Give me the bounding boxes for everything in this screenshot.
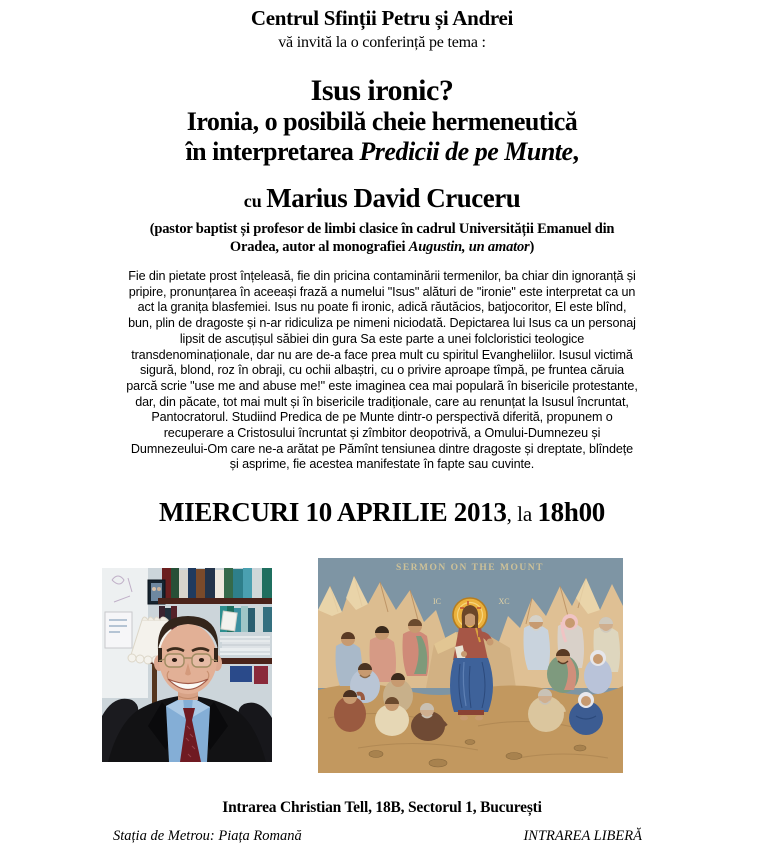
free-entry: INTRAREA LIBERĂ xyxy=(523,828,642,845)
bio-line1: (pastor baptist și profesor de limbi clasice în cadrul Universității Emanuel din xyxy=(149,221,615,237)
speaker-line xyxy=(0,183,764,218)
icon-ic-inscription: IC xyxy=(432,597,441,607)
desc-line: Dumnezeului-Om care ne-a arătat pe Pămînt tensiunea dintre dragoste și dreptate, blîndețe xyxy=(130,441,634,456)
desc-line: dar, din păcate, tot mai mult și în bisericile tradiționale, care au renunțat la Isusul încruntat, xyxy=(135,394,629,409)
desc-line: Pantocratorul. Studiind Predica de pe Munte dintr-o perspectivă diferită, propunem o xyxy=(151,410,613,425)
invite-line: vă invită la o conferință pe tema : xyxy=(278,34,486,51)
title-block xyxy=(0,74,764,167)
title-line3 xyxy=(0,137,764,167)
desc-line: sigură, blond, roz în obraji, cu ochii albaștri, cu o privire aproape tîmpă, pe fruntea căruia xyxy=(139,363,625,378)
title-line3-italic: Predicii de pe Munte xyxy=(359,137,573,166)
title-line3-pre: în interpretarea xyxy=(185,137,360,166)
organization-name: Centrul Sfinții Petru și Andrei xyxy=(250,6,514,30)
bio-line2-pre: Oradea, autor al monografiei xyxy=(229,239,409,255)
bio-line2-italic: Augustin, un amator xyxy=(408,239,530,255)
sermon-on-the-mount-icon xyxy=(318,558,623,773)
metro-station: Stația de Metrou: Piața Romană xyxy=(113,828,302,845)
speaker-photo xyxy=(102,568,272,762)
event-date: MIERCURI 10 APRILIE 2013 xyxy=(158,497,507,528)
desc-line: transdenominaționale, dar nu are de-a face prea mult cu spiritul Evangheliilor. Isusul victimă xyxy=(131,347,633,362)
venue-address: Intrarea Christian Tell, 18B, Sectorul 1, București xyxy=(222,799,542,817)
event-date-line xyxy=(0,496,764,533)
speaker-bio xyxy=(0,220,764,256)
desc-line: pripire, pronunțarea în aceeași frază a numelui "Isus" alături de "ironie" este interpretat ca un xyxy=(128,284,636,299)
title-line1: Isus ironic? xyxy=(310,74,454,107)
title-line2: Ironia, o posibilă cheie hermeneutică xyxy=(186,107,578,136)
desc-line: parcă scrie "use me and abuse me!" este imaginea cea mai populară în bisericile protestante, xyxy=(126,378,638,393)
images-row xyxy=(0,558,764,773)
jesus-figure xyxy=(450,598,494,720)
icon-title-text: SERMON ON THE MOUNT xyxy=(395,563,544,574)
icon-xc-inscription: XC xyxy=(497,597,510,607)
event-date-separator: , la xyxy=(506,502,538,527)
title-line3-post: , xyxy=(572,137,579,166)
desc-line: recuperare a Cristosului încruntat și zîmbitor deopotrivă, a Omului-Dumnezeu și xyxy=(163,426,601,441)
desc-line: act la granița blasfemiei. Isus nu poate fi ironic, adică răutăcios, batjocoritor, El este blînd, xyxy=(137,300,627,315)
footer-row xyxy=(0,827,764,845)
speaker-prefix: cu xyxy=(243,191,267,211)
desc-line: bun, plin de dragoste și n-ar ridiculiza pe nimeni niciodată. Depictarea lui Isus ca un personaj xyxy=(128,316,636,331)
bio-line2 xyxy=(0,238,764,256)
desc-line: lipsit de ascuțișul săbiei din gura Sa este parte a unei folcloristici teologice xyxy=(179,331,585,346)
desc-line: și asprime, fie acestea manifestate în fapte sau cuvinte. xyxy=(229,457,535,472)
desc-line: Fie din pietate prost înțeleasă, fie din pricina contaminării termenilor, ba chiar din ignoranță și xyxy=(128,269,636,283)
bio-line2-post: ) xyxy=(529,239,535,255)
speaker-name: Marius David Cruceru xyxy=(266,183,521,213)
event-time: 18h00 xyxy=(537,497,606,528)
description-paragraph xyxy=(0,269,764,473)
